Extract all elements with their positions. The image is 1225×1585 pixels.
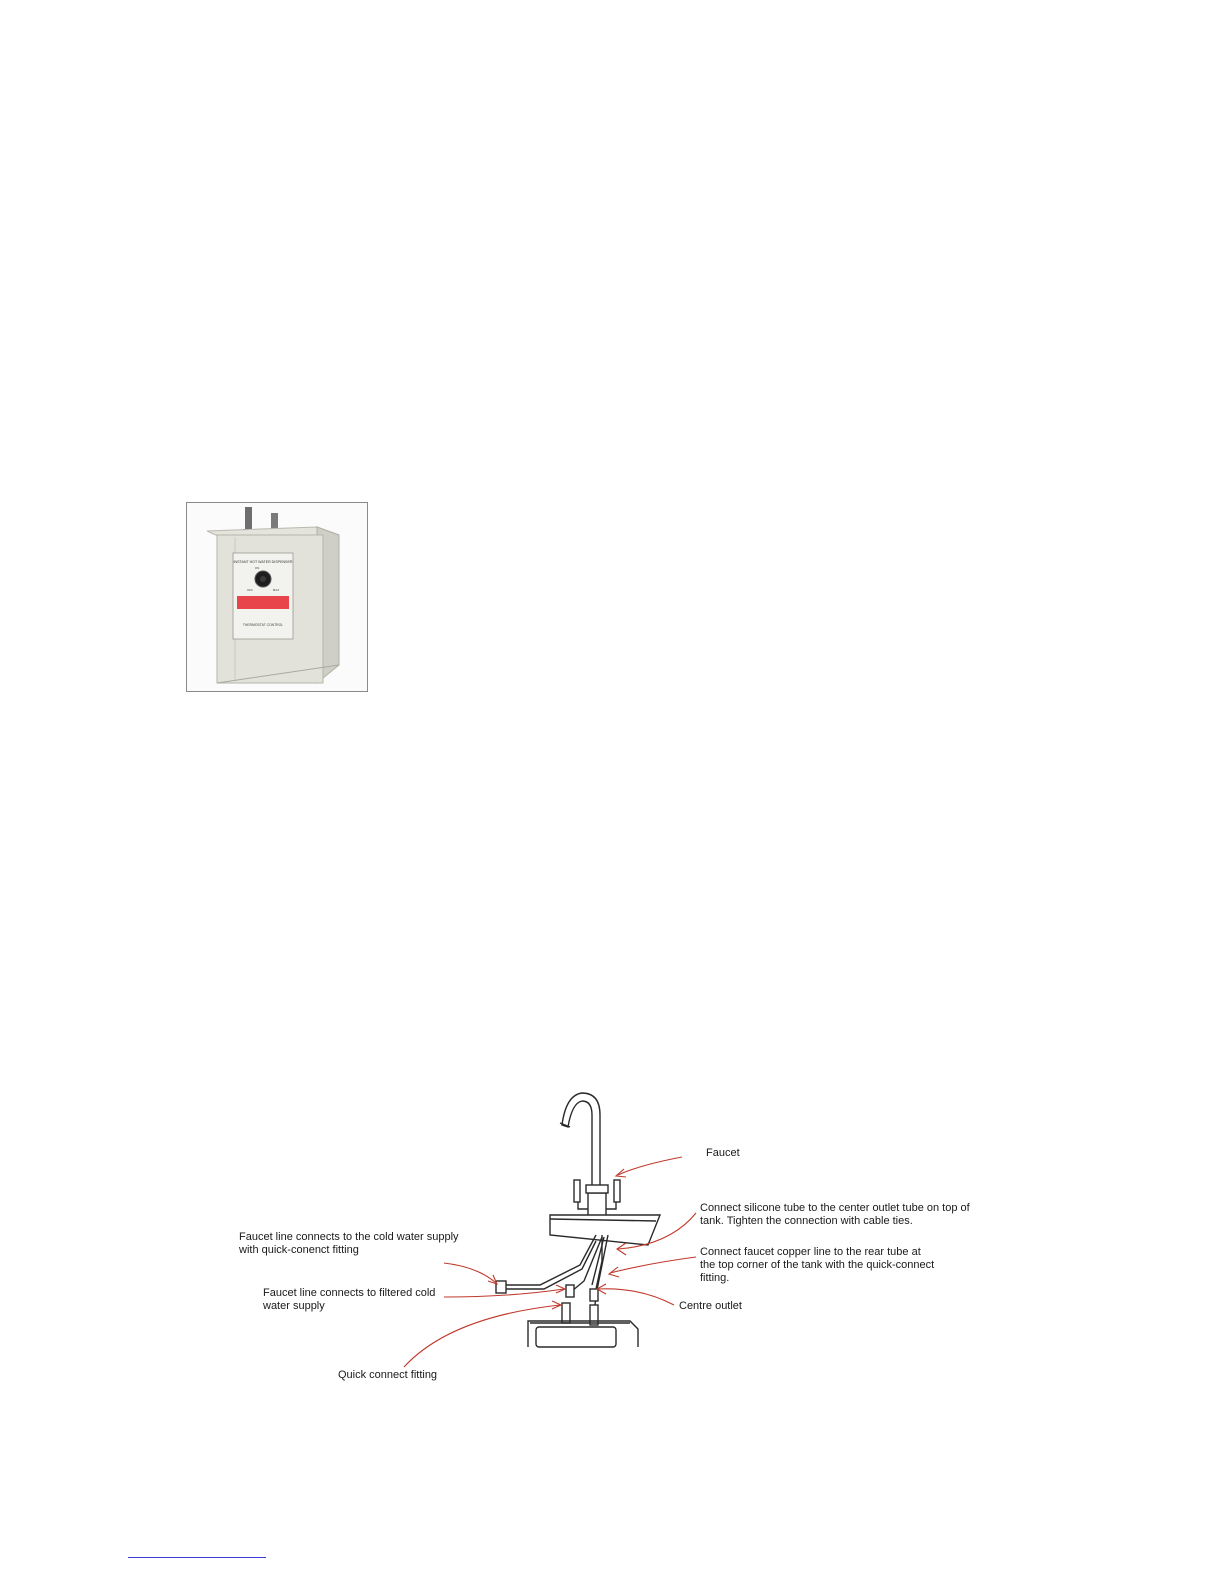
copper-line-2: the top corner of the tank with the quick-connect [700, 1259, 935, 1271]
dial-high: MAX [272, 588, 280, 592]
copper-line-1: Connect faucet copper line to the rear tube at [700, 1246, 921, 1258]
label-copper-line [700, 1246, 934, 1285]
arrow-copper [610, 1257, 696, 1273]
installation-diagram [200, 1085, 1020, 1395]
footnote-separator [128, 1557, 266, 1558]
label-cold-supply [239, 1231, 459, 1257]
label-faucet: Faucet [706, 1147, 740, 1159]
silicone-line-2: tank. Tighten the connection with cable ties. [700, 1215, 913, 1227]
hot-water-tank-photo [186, 502, 368, 692]
arrow-centre [598, 1289, 674, 1305]
cold-line-1: Faucet line connects to the cold water supply [239, 1231, 459, 1243]
arrow-cold [444, 1263, 496, 1283]
filtered-line-1: Faucet line connects to filtered cold [263, 1287, 436, 1299]
dial-top: ON [254, 566, 260, 570]
dial-low: OFF [247, 588, 253, 592]
panel-heading: INSTANT HOT WATER DISPENSER [233, 560, 293, 564]
faucet-handle-left [574, 1180, 580, 1202]
warning-strip [237, 596, 289, 609]
faucet-handle-right [614, 1180, 620, 1202]
label-silicone-tube [700, 1202, 970, 1228]
quick-connect-left [496, 1281, 506, 1293]
label-centre-outlet: Centre outlet [679, 1300, 742, 1312]
label-filtered-supply [263, 1287, 435, 1313]
label-quick-connect: Quick connect fitting [338, 1369, 438, 1381]
cold-line-2: with quick-conenct fitting [239, 1244, 359, 1256]
panel-footer: THERMOSTAT CONTROL [242, 623, 284, 627]
silicone-line-1: Connect silicone tube to the center outlet tube on top of [700, 1202, 970, 1214]
arrow-faucet [618, 1157, 682, 1175]
copper-line-3: fitting. [700, 1272, 730, 1284]
tank-tube-centre [590, 1305, 598, 1325]
filtered-line-2: water supply [263, 1300, 325, 1312]
tank-tube-rear [562, 1303, 570, 1323]
